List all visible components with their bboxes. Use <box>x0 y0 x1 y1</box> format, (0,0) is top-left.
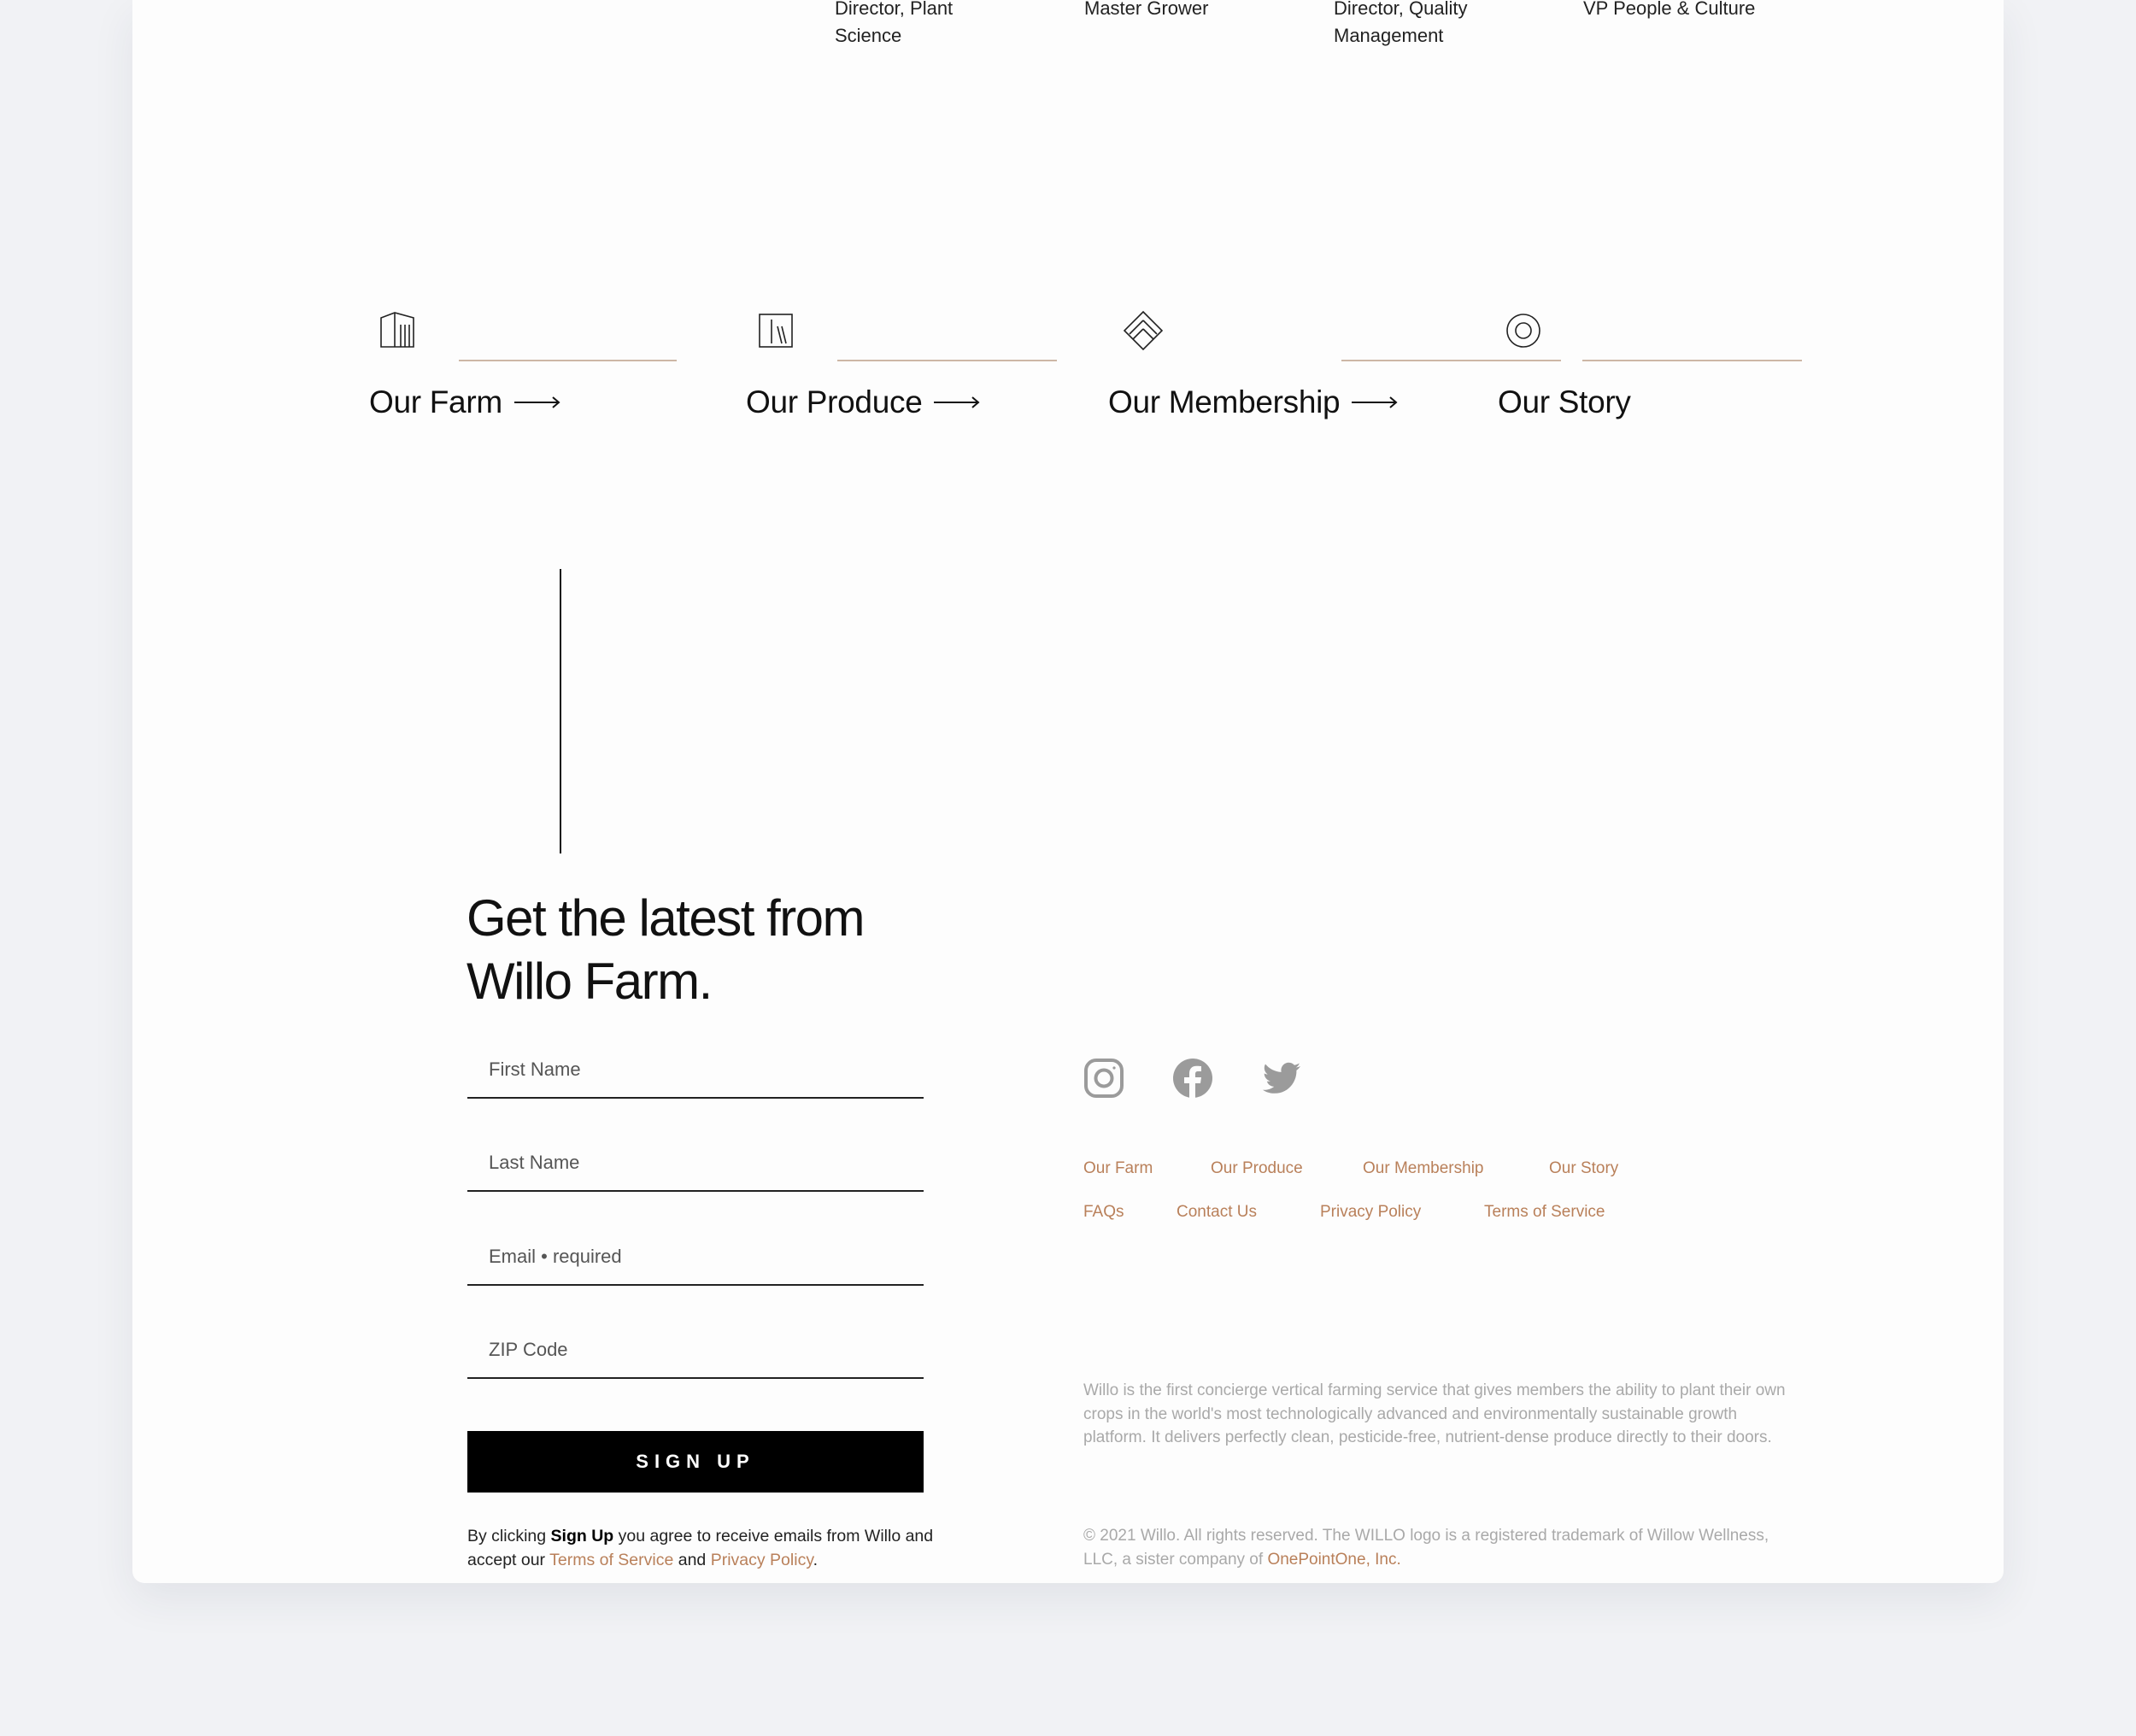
nav-our-membership[interactable] <box>1108 309 1474 429</box>
team-role-people-culture: VP People & Culture <box>1583 0 1756 19</box>
team-role-master-grower: Master Grower <box>1084 0 1209 19</box>
first-name-input[interactable] <box>467 1037 924 1097</box>
arrow-right-icon <box>1352 396 1398 408</box>
footer-link-terms-of-service[interactable]: Terms of Service <box>1484 1203 1605 1221</box>
team-role-quality-management: Director, Quality Management <box>1334 0 1468 46</box>
copyright-text: © 2021 Willo. All rights reserved. The WILLO logo is a registered trademark of Willow Wellness, LLC, a sister company of OnePointOne, Inc. <box>1083 1527 1769 1569</box>
instagram-icon <box>1083 1058 1124 1099</box>
twitter-icon <box>1261 1058 1302 1099</box>
facebook-icon <box>1172 1058 1213 1099</box>
sign-up-button[interactable]: SIGN UP <box>467 1431 924 1493</box>
terms-link[interactable]: Terms of Service <box>549 1551 674 1569</box>
signup-headline: Get the latest from Willo Farm. <box>467 889 865 1010</box>
first-name-field[interactable] <box>467 1037 924 1099</box>
footer-link-faqs[interactable]: FAQs <box>1083 1203 1124 1221</box>
arrow-right-icon <box>514 396 560 408</box>
about-text: Willo is the first concierge vertical farming service that gives members the ability to plant their own crops in the world's most technologically advanced and environmentally sustainable growth platform. It delivers perfectly clean, pesticide-free, nutrient-dense produce directly to their doors. <box>1083 1381 1786 1446</box>
farm-building-icon <box>376 309 419 352</box>
footer-link-our-story[interactable]: Our Story <box>1549 1159 1619 1177</box>
zip-input[interactable] <box>467 1317 924 1377</box>
last-name-field[interactable] <box>467 1130 924 1192</box>
facebook-link[interactable] <box>1172 1058 1213 1099</box>
footer-link-our-farm[interactable]: Our Farm <box>1083 1159 1153 1177</box>
nav-our-produce[interactable] <box>746 309 1109 429</box>
privacy-link[interactable]: Privacy Policy <box>710 1551 813 1569</box>
nav-our-story[interactable] <box>1499 309 1858 429</box>
nav-rule <box>837 360 1057 361</box>
membership-diamond-icon <box>1122 309 1165 352</box>
arrow-right-icon <box>934 396 980 408</box>
twitter-link[interactable] <box>1261 1058 1302 1099</box>
produce-box-icon <box>754 309 797 352</box>
nav-label: Our Story <box>1498 384 1631 419</box>
email-field[interactable] <box>467 1224 924 1286</box>
zip-field[interactable] <box>467 1317 924 1379</box>
team-role-plant-science: Director, Plant Science <box>835 0 954 46</box>
footer-link-privacy-policy[interactable]: Privacy Policy <box>1320 1203 1422 1221</box>
nav-rule <box>1582 360 1802 361</box>
nav-label: Our Produce <box>746 382 980 423</box>
footer-link-contact-us[interactable]: Contact Us <box>1177 1203 1257 1221</box>
nav-label: Our Farm <box>369 382 560 423</box>
last-name-input[interactable] <box>467 1130 924 1190</box>
footer-link-our-membership[interactable]: Our Membership <box>1363 1159 1484 1177</box>
nav-label: Our Membership <box>1108 382 1398 423</box>
decorative-vertical-line <box>560 569 561 853</box>
footer-link-our-produce[interactable]: Our Produce <box>1211 1159 1303 1177</box>
consent-text: By clicking Sign Up you agree to receive emails from Willo and accept our Terms of Service and Privacy Policy. <box>467 1527 934 1569</box>
nav-our-farm[interactable] <box>369 309 696 429</box>
nav-rule <box>459 360 677 361</box>
story-circle-icon <box>1502 309 1545 352</box>
page-card <box>132 0 2004 1583</box>
instagram-link[interactable] <box>1083 1058 1124 1099</box>
email-input[interactable] <box>467 1224 924 1284</box>
onepointone-link[interactable]: OnePointOne, Inc. <box>1267 1550 1401 1569</box>
